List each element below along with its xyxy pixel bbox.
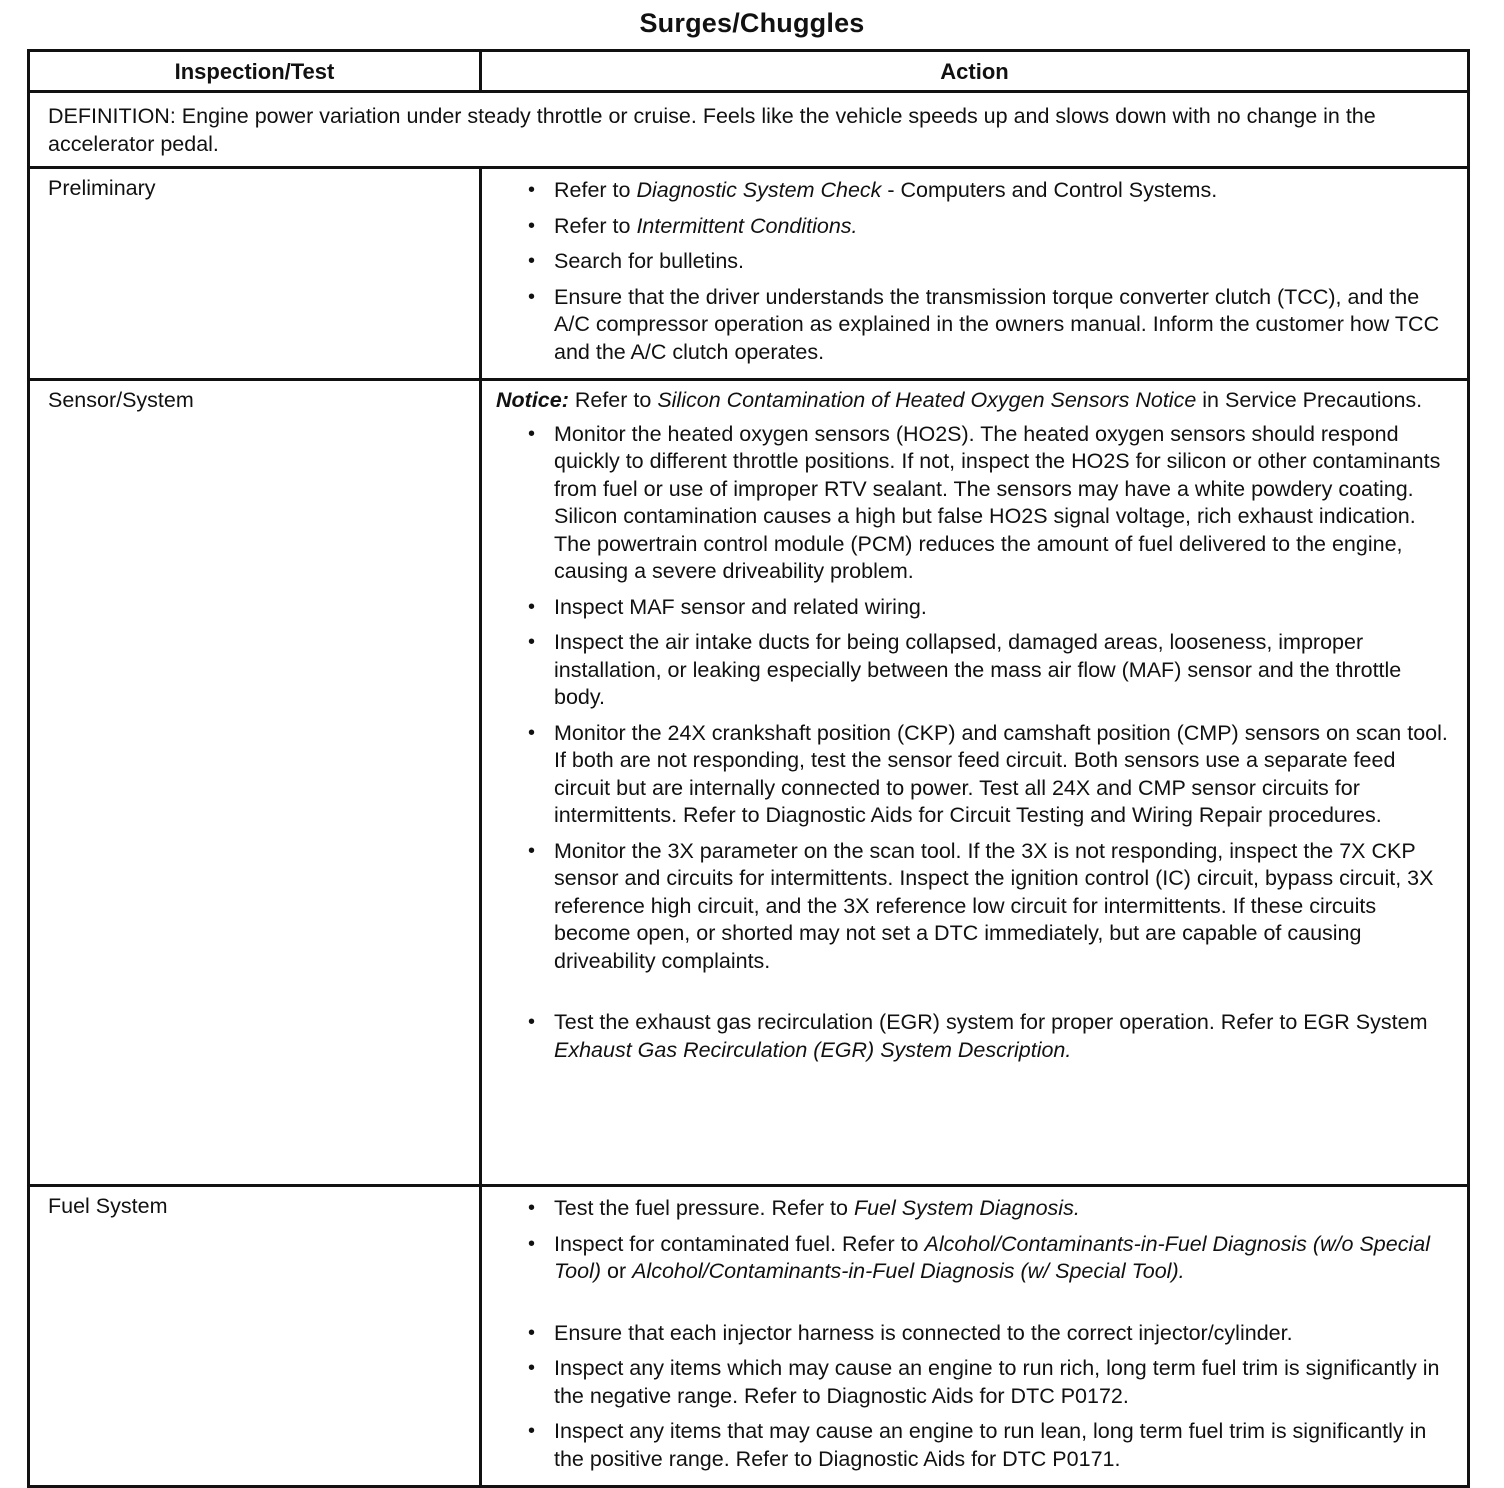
list-item: • Inspect for contaminated fuel. Refer to Alcohol/Contaminants-in-Fuel Diagnosis (w/o Special Tool) or Alcohol/Contaminants-in-Fuel Diagnosis (w/ Special Tool). (528, 1231, 1457, 1286)
column-header-inspection: Inspection/Test (29, 51, 481, 92)
list-item: • Refer to Diagnostic System Check - Computers and Control Systems. (528, 177, 1457, 205)
definition-text: DEFINITION: Engine power variation under steady throttle or cruise. Feels like the vehicle speeds up and slows down with no change in the accelerator pedal. (29, 92, 1469, 168)
list-item: • Ensure that the driver understands the transmission torque converter clutch (TCC), and the A/C compressor operation as explained in the owners manual. Inform the customer how TCC and the A/C clutch operates. (528, 284, 1457, 367)
action-list (496, 1195, 1457, 1473)
definition-row (29, 92, 1469, 168)
row-label-sensor-system: Sensor/System (29, 380, 481, 1186)
page-title: Surges/Chuggles (639, 8, 865, 38)
list-item: • Monitor the 24X crankshaft position (CKP) and camshaft position (CMP) sensors on scan tool. If both are not responding, test the sensor feed circuit. Both sensors use a separate feed circuit but are internally connected to power. Test all 24X and CMP sensor circuits for intermittents. Refer to Diagnostic Aids for Circuit Testing and Wiring Repair procedures. (528, 720, 1457, 830)
action-list (496, 421, 1457, 1065)
table-row (29, 168, 1469, 380)
list-item: • Inspect the air intake ducts for being collapsed, damaged areas, looseness, improper installation, or leaking especially between the mass air flow (MAF) sensor and the throttle body. (528, 629, 1457, 712)
table-row (29, 1186, 1469, 1487)
list-item: • Monitor the heated oxygen sensors (HO2S). The heated oxygen sensors should respond quickly to different throttle positions. If not, inspect the HO2S for silicon or other contaminants from fuel or use of improper RTV sealant. The sensors may have a white powdery coating. Silicon contamination causes a high but false HO2S signal voltage, rich exhaust indication. The powertrain control module (PCM) reduces the amount of fuel delivered to the engine, causing a severe driveability problem. (528, 421, 1457, 586)
list-item: • Inspect MAF sensor and related wiring. (528, 594, 1457, 622)
list-item: • Test the fuel pressure. Refer to Fuel System Diagnosis. (528, 1195, 1457, 1223)
list-item: • Monitor the 3X parameter on the scan tool. If the 3X is not responding, inspect the 7X CKP sensor and circuits for intermittents. Inspect the ignition control (IC) circuit, bypass circuit, 3X reference high circuit, and the 3X reference low circuit for intermittents. If these circuits become open, or shorted may not set a DTC immediately, but are capable of causing driveability complaints. (528, 838, 1457, 976)
header-row (29, 51, 1469, 92)
diagnosis-table (27, 49, 1470, 1488)
row-label-preliminary: Preliminary (29, 168, 481, 380)
column-header-action: Action (481, 51, 1469, 92)
action-list (496, 177, 1457, 366)
list-item: • Inspect any items which may cause an engine to run rich, long term fuel trim is significantly in the negative range. Refer to Diagnostic Aids for DTC P0172. (528, 1355, 1457, 1410)
list-item: • Test the exhaust gas recirculation (EGR) system for proper operation. Refer to EGR System Exhaust Gas Recirculation (EGR) System Description. (528, 1009, 1457, 1064)
notice-text: Notice: Refer to Silicon Contamination of Heated Oxygen Sensors Notice in Service Precautions. (496, 388, 1423, 412)
action-cell-fuel-system (481, 1186, 1469, 1487)
list-item: • Search for bulletins. (528, 248, 1457, 276)
row-label-fuel-system: Fuel System (29, 1186, 481, 1487)
action-cell-sensor-system (481, 380, 1469, 1186)
action-cell-preliminary (481, 168, 1469, 380)
list-item: • Inspect any items that may cause an engine to run lean, long term fuel trim is significantly in the positive range. Refer to Diagnostic Aids for DTC P0171. (528, 1418, 1457, 1473)
list-item: • Ensure that each injector harness is connected to the correct injector/cylinder. (528, 1320, 1457, 1348)
list-item: • Refer to Intermittent Conditions. (528, 213, 1457, 241)
table-row (29, 380, 1469, 1186)
